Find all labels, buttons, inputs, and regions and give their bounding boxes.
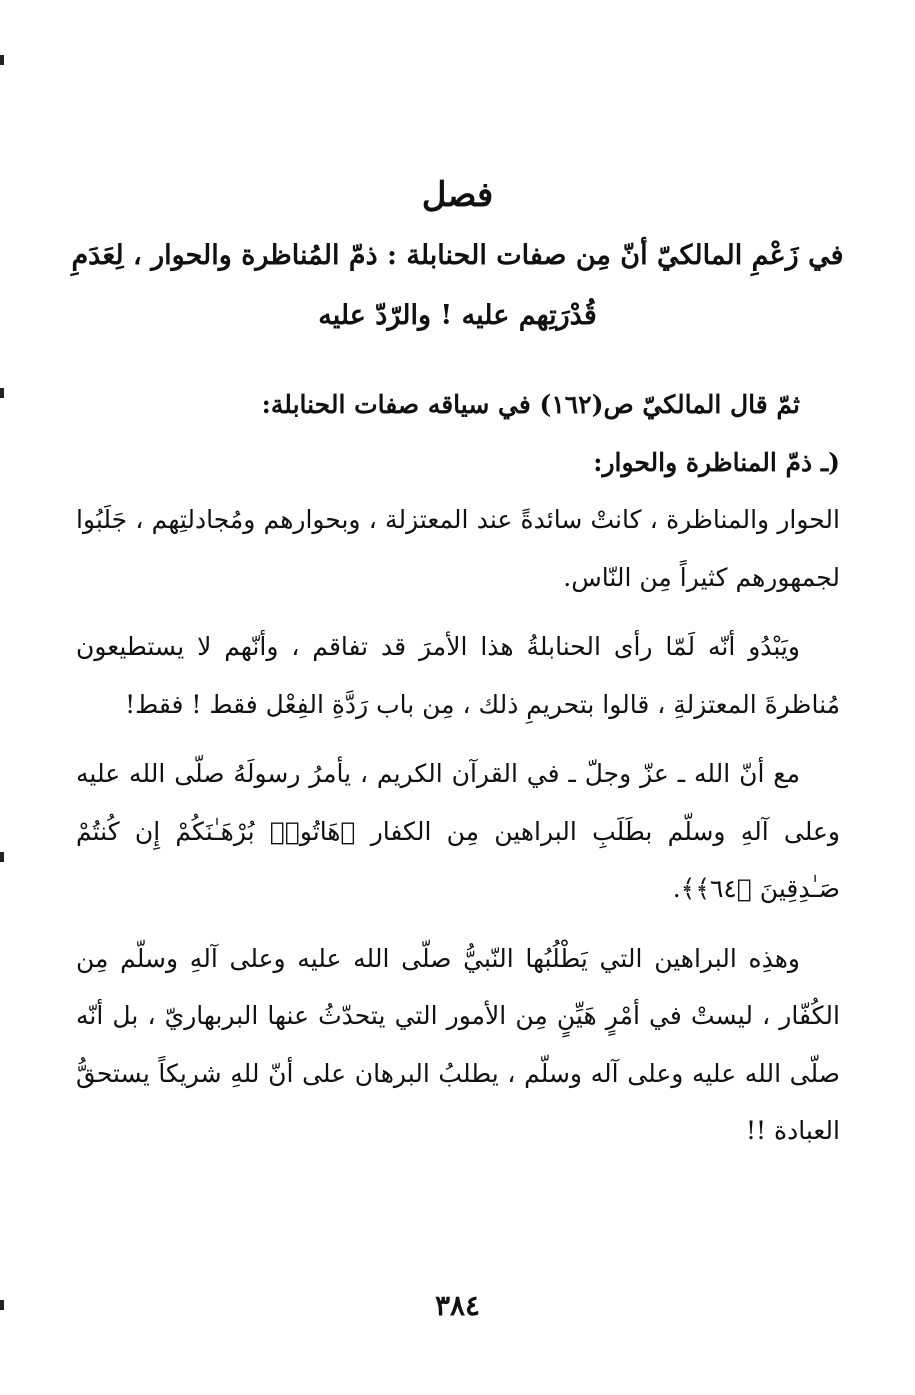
section-subtitle: في زَعْمِ المالكيّ أنّ مِن صفات الحنابلة : ذمّ المُناظرة والحوار ، لِعَدَمِ قُدْرَتِهم عليه ! والرّدّ عليه [71, 240, 844, 331]
quote-paragraph: ويَبْدُو أنّه لَمّا رأى الحنابلةُ هذا الأمرَ قد تفاقم ، وأنّهم لا يستطيعون مُناظرةَ المعتزلةِ ، قالوا بتحريمِ ذلك ، مِن باب رَدَّةِ الفِعْل فقط ! فقط! [76, 632, 840, 719]
section-title: فصل [421, 175, 494, 215]
scan-edge-mark [0, 55, 4, 65]
page-number: ٣٨٤ [434, 1289, 481, 1322]
response-paragraph: وهذِه البراهين التي يَطْلُبُها النّبيُّ صلّى الله عليه وعلى آلهِ وسلّم مِن الكُفّار ، ليستْ في أمْرٍ هَيِّنٍ مِن الأمور التي يتحدّثُ عنها البربهاريّ ، بل أنّه صلّى الله عليه وعلى آله وسلّم ، يطلبُ البرهان على أنّ للهِ شريكاً يستحقُّ العبادة !! [76, 943, 840, 1145]
scan-edge-mark [0, 852, 4, 862]
body-text [76, 376, 840, 1160]
intro-line: ثمّ قال المالكيّ ص(١٦٢) في سياقه صفات الحنابلة: [261, 390, 800, 419]
quote-heading: (ـ ذمّ المناظرة والحوار: [593, 447, 840, 477]
quote-paragraph: الحوار والمناظرة ، كانتْ سائدةً عند المعتزلة ، وبحوارهم ومُجادلتِهم ، جَلَبُوا لجمهورهم كثيراً مِن النّاس. [76, 505, 840, 592]
response-paragraph: مع أنّ الله ـ عزّ وجلّ ـ في القرآن الكريم ، يأمرُ رسولَهُ صلّى الله عليه وعلى آلهِ وسلّم بطَلَبِ البراهين مِن الكفار ﴿هَاتُوا۟ بُرْهَـٰنَكُمْ إِن كُنتُمْ صَـٰدِقِينَ ﴿٦٤﴾﴾. [76, 759, 840, 903]
scan-edge-mark [0, 388, 4, 398]
